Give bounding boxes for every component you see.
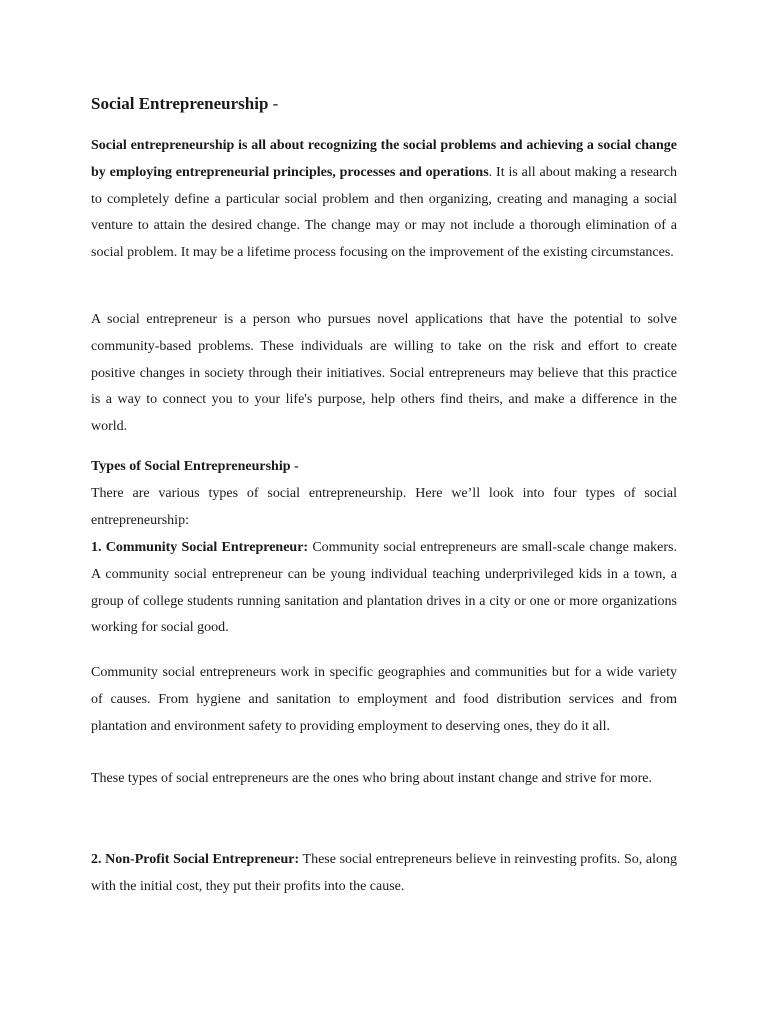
type2-paragraph [91,847,677,901]
type1-label: 1. Community Social Entrepreneur: [91,540,309,555]
types-heading: Types of Social Entrepreneurship - [91,459,299,474]
intro-rest-text: . It is all about making a research to completely define a particular social problem and then organizing, creating and managing a social venture to attain the desired change. The change may or may not include a thorough elimination of a social problem. It may be a lifetime process focusing on the improvement of the existing circumstances. [91,164,678,261]
type2-label: 2. Non-Profit Social Entrepreneur: [91,852,300,867]
types-intro-paragraph: There are various types of social entrepreneurship. Here we’ll look into four types of social entrepreneurship: [91,486,677,528]
title-suffix: - [268,94,279,113]
title-text: Social Entrepreneurship [91,94,269,113]
definition-paragraph: A social entrepreneur is a person who pursues novel applications that have the potential to solve community-based problems. These individuals are willing to take on the risk and effort to create positive changes in society through their initiatives. Social entrepreneurs may believe that this practice is a way to connect you to your life's purpose, help others find theirs, and make a difference in the world. [91,312,677,435]
type2-text: These social entrepreneurs believe in reinvesting profits. So, along with the initial cost, they put their profits into the cause. [91,852,677,894]
type1-third-paragraph: These types of social entrepreneurs are the ones who bring about instant change and strive for more. [91,771,652,786]
type1-text: Community social entrepreneurs are small-scale change makers. A community social entrepreneur can be young individual teaching underprivileged kids in a town, a group of college students running sanitation and plantation drives in a city or one or more organizations working for social good. [91,540,677,636]
intro-paragraph [91,133,677,267]
document-title [91,93,278,115]
intro-bold-text: Social entrepreneurship is all about recognizing the social problems and achieving a social change by employing entrepreneurial principles, processes and operations [91,138,677,180]
type1-paragraph [91,535,677,642]
type1-second-paragraph: Community social entrepreneurs work in specific geographies and communities but for a wide variety of causes. From hygiene and sanitation to employment and food distribution services and from plantation and environment safety to providing employment to deserving ones, they do it all. [91,665,677,734]
